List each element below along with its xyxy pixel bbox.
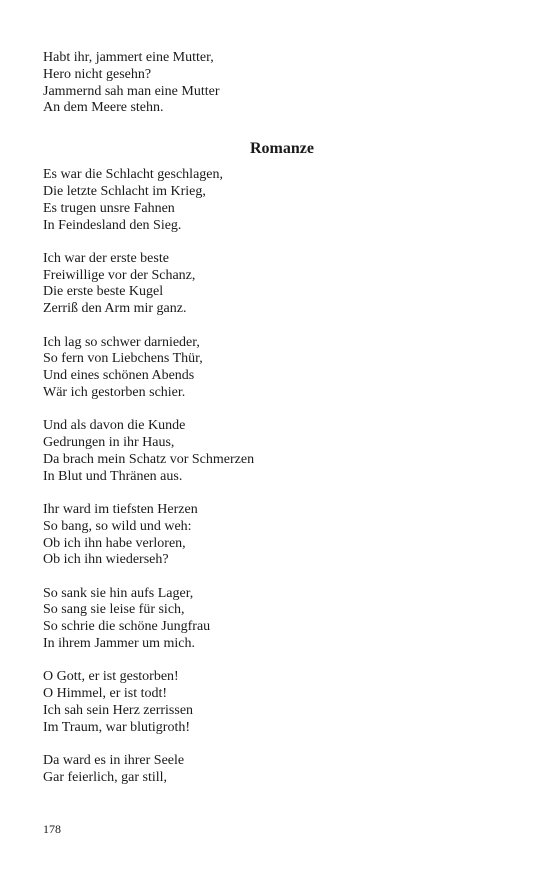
verse-line: Die erste beste Kugel — [43, 284, 164, 300]
stanza-4 — [43, 418, 513, 485]
verse-line: Freiwillige vor der Schanz, — [43, 267, 196, 283]
verse-line: So schrie die schöne Jungfrau — [43, 619, 211, 635]
verse-line: Jammernd sah man eine Mutter — [43, 83, 220, 99]
verse-line: O Gott, er ist gestorben! — [43, 669, 179, 685]
verse-line: Gedrungen in ihr Haus, — [43, 435, 175, 451]
stanza-1 — [43, 167, 513, 234]
intro-stanza — [43, 50, 513, 117]
verse-line: Ob ich ihn wiederseh? — [43, 552, 169, 568]
verse-line: Es war die Schlacht geschlagen, — [43, 167, 223, 183]
verse-line: Da ward es in ihrer Seele — [43, 753, 185, 768]
verse-line: Gar feierlich, gar still, — [43, 769, 168, 785]
verse-line: So sang sie leise für sich, — [43, 602, 185, 618]
verse-line: Und eines schönen Abends — [43, 368, 195, 384]
poem-title: Romanze — [250, 140, 314, 158]
verse-line: Und als davon die Kunde — [43, 418, 186, 434]
stanza-3 — [43, 335, 513, 402]
page-body — [43, 50, 513, 803]
verse-line: Im Traum, war blutigroth! — [43, 719, 190, 735]
verse-line: So bang, so wild und weh: — [43, 518, 192, 534]
verse-line: Ich lag so schwer darnieder, — [43, 334, 200, 350]
stanza-7 — [43, 669, 513, 736]
verse-line: So sank sie hin aufs Lager, — [43, 585, 194, 601]
stanza-5 — [43, 502, 513, 569]
verse-line: Die letzte Schlacht im Krieg, — [43, 183, 206, 199]
verse-line: Es trugen unsre Fahnen — [43, 200, 175, 216]
verse-line: In Blut und Thränen aus. — [43, 468, 183, 484]
stanza-2 — [43, 251, 513, 318]
verse-line: An dem Meere stehn. — [43, 100, 164, 116]
verse-line: Ich war der erste beste — [43, 250, 169, 266]
verse-line: Habt ihr, jammert eine Mutter, — [43, 50, 214, 65]
verse-line: So fern von Liebchens Thür, — [43, 351, 203, 367]
verse-line: O Himmel, er ist todt! — [43, 686, 168, 702]
verse-line: Zerriß den Arm mir ganz. — [43, 301, 187, 317]
stanza-8 — [43, 753, 513, 787]
verse-line: Ob ich ihn habe verloren, — [43, 535, 186, 551]
verse-line: Ich sah sein Herz zerrissen — [43, 702, 194, 718]
verse-line: Da brach mein Schatz vor Schmerzen — [43, 451, 255, 467]
verse-line: In Feindesland den Sieg. — [43, 217, 182, 233]
page-number: 178 — [43, 822, 61, 836]
verse-line: Wär ich gestorben schier. — [43, 384, 186, 400]
verse-line: Hero nicht gesehn? — [43, 66, 152, 82]
stanza-6 — [43, 586, 513, 653]
verse-line: In ihrem Jammer um mich. — [43, 636, 196, 652]
verse-line: Ihr ward im tiefsten Herzen — [43, 501, 198, 517]
